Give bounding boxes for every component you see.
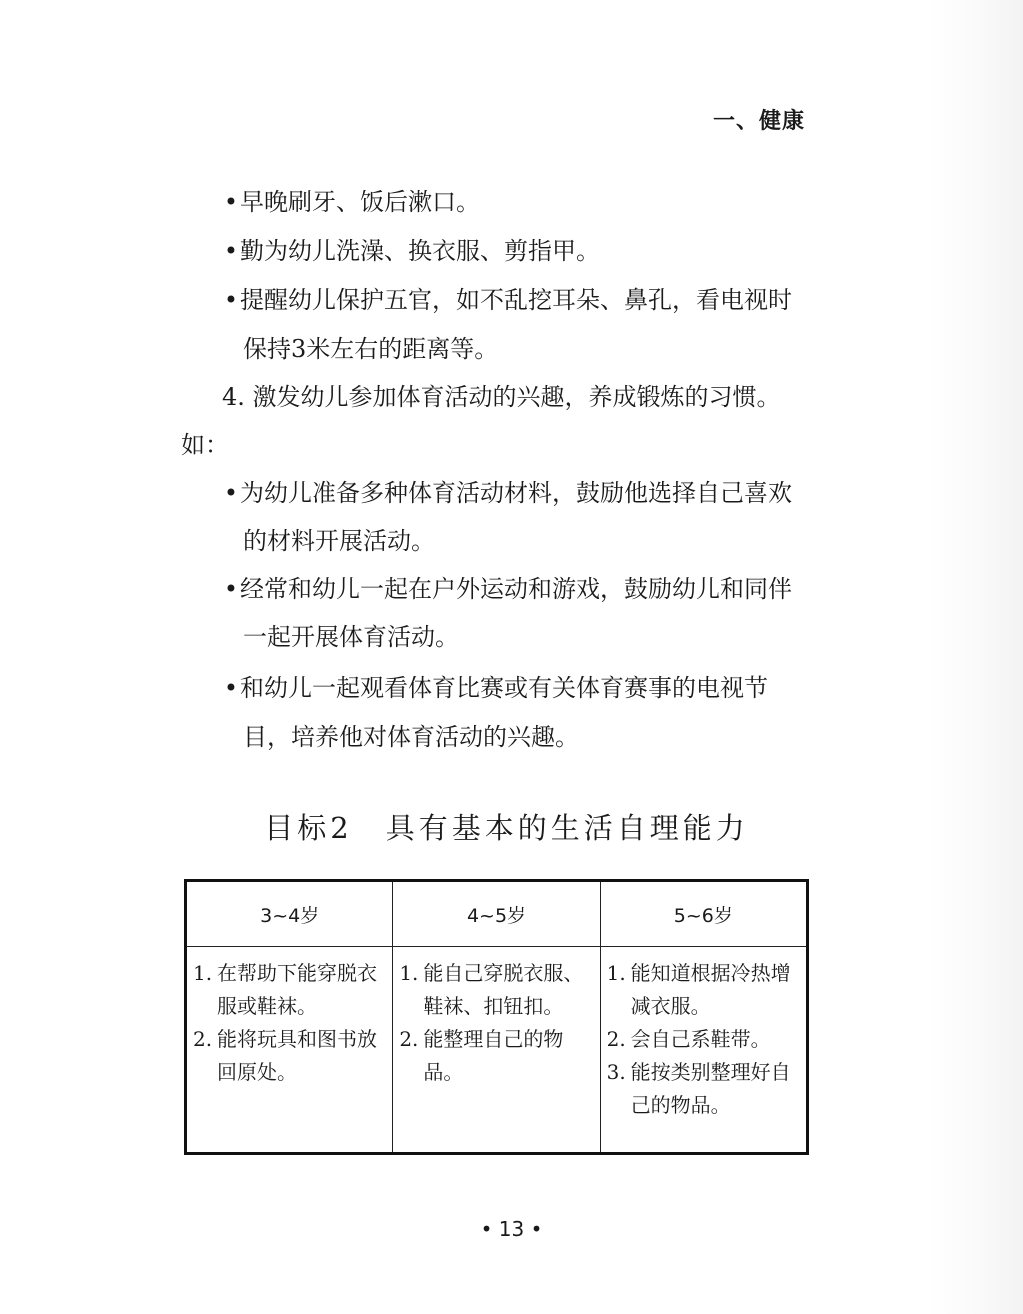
table-cell-age-5-6 xyxy=(600,947,807,1154)
table-cell-age-3-4 xyxy=(186,947,393,1154)
bullet-dot-icon: • xyxy=(223,575,239,603)
page-number: • 13 • xyxy=(480,1217,543,1241)
bullet-dot-icon: • xyxy=(223,479,239,507)
list-item: 1. 能自己穿脱衣服、鞋袜、扣钮扣。 xyxy=(399,961,584,1018)
table-header-age-4-5: 4~5岁 xyxy=(393,881,600,947)
bullet-item: •和幼儿一起观看体育比赛或有关体育赛事的电视节 xyxy=(223,674,768,702)
bullet-item: •早晚刷牙、饭后漱口。 xyxy=(223,188,480,216)
bullet-item-continuation: 保持3米左右的距离等。 xyxy=(243,335,499,363)
section-header: 一、健康 xyxy=(712,109,805,134)
paragraph-continuation: 如： xyxy=(181,431,229,459)
bullet-item: •提醒幼儿保护五官，如不乱挖耳朵、鼻孔，看电视时 xyxy=(223,286,792,314)
section-title: 目标2 具有基本的生活自理能力 xyxy=(264,811,749,845)
table-cell-age-4-5 xyxy=(393,947,600,1154)
bullet-dot-icon: • xyxy=(223,286,239,314)
bullet-item-continuation: 的材料开展活动。 xyxy=(243,527,435,555)
list-item: 3. 能按类别整理好自己的物品。 xyxy=(606,1060,791,1117)
list-item: 1. 能知道根据冷热增减衣服。 xyxy=(606,961,791,1018)
numbered-paragraph: 4. 激发幼儿参加体育活动的兴趣，养成锻炼的习惯。 xyxy=(222,383,781,411)
bullet-item: •勤为幼儿洗澡、换衣服、剪指甲。 xyxy=(223,237,600,265)
age-goal-table xyxy=(184,879,809,1155)
table-header-age-3-4: 3~4岁 xyxy=(186,881,393,947)
bullet-dot-icon: • xyxy=(223,237,239,265)
page-edge-shadow xyxy=(928,0,1023,1314)
list-item: 2. 能将玩具和图书放回原处。 xyxy=(193,1027,377,1084)
bullet-item-continuation: 目，培养他对体育活动的兴趣。 xyxy=(243,723,579,751)
bullet-item: •经常和幼儿一起在户外运动和游戏，鼓励幼儿和同伴 xyxy=(223,575,792,603)
list-item: 1. 在帮助下能穿脱衣服或鞋袜。 xyxy=(193,961,377,1018)
bullet-dot-icon: • xyxy=(223,188,239,216)
table-header-age-5-6: 5~6岁 xyxy=(600,881,807,947)
bullet-item: •为幼儿准备多种体育活动材料，鼓励他选择自己喜欢 xyxy=(223,479,792,507)
list-item: 2. 能整理自己的物品。 xyxy=(399,1027,564,1084)
bullet-dot-icon: • xyxy=(223,674,239,702)
list-item: 2. 会自己系鞋带。 xyxy=(606,1027,771,1051)
bullet-item-continuation: 一起开展体育活动。 xyxy=(243,623,459,651)
